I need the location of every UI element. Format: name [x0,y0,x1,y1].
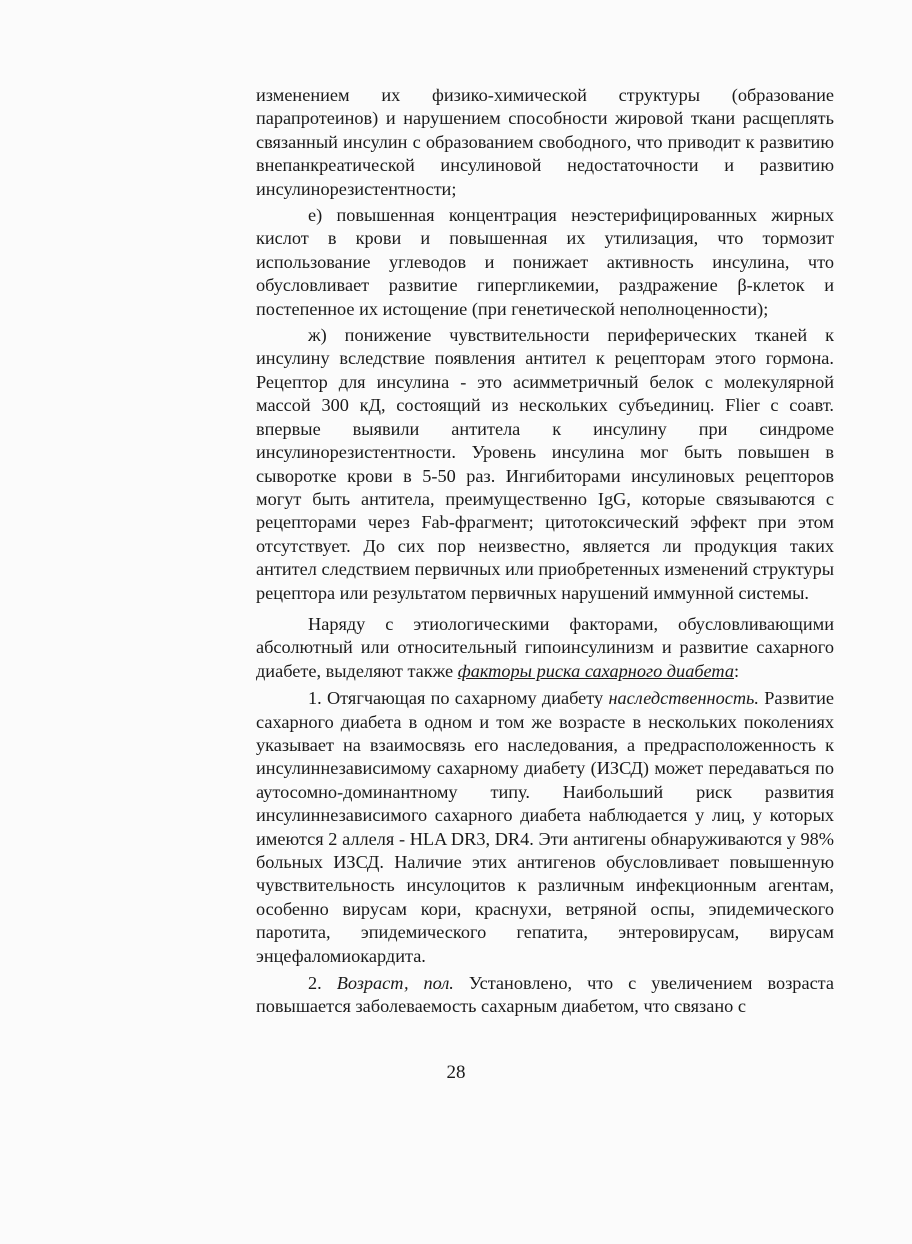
risk-factors-emphasis: факторы риска сахарного диабета [457,660,734,681]
intro-colon: : [733,660,740,681]
body-text [256,84,834,1019]
paragraph-heredity [256,687,834,968]
page-number: 28 [446,1062,466,1083]
heredity-lead: 1. Отягчающая по сахарному диабету [308,688,609,709]
paragraph-item-zh: ж) понижение чувствительности периферических тканей к инсулину вследствие появления антител к рецепторам этого гормона. Рецептор для инсулина - это асимметричный белок с молекулярной массой 300 кД, состоящий из нескольких субъединиц. Flier с соавт. впервые выявили антитела к инсулину при синдроме инсулинорезистентности. Уровень инсулина мог быть повышен в сыворотке крови в 5-50 раз. Ингибиторами инсулиновых рецепторов могут быть антитела, преимущественно IgG, которые связываются с рецепторами через Fab-фрагмент; цитотоксический эффект при этом отсутствует. До сих пор неизвестно, является ли продукция таких антител следствием первичных или приобретенных изменений структуры рецептора или результатом первичных нарушений иммунной системы. [256,325,834,603]
paragraph-age-sex [256,972,834,1019]
heredity-emphasis: наследственность. [608,688,759,709]
age-emphasis: Возраст, пол. [336,973,454,994]
age-text: Установлено, что с увеличением возраста повышается заболеваемость сахарным диабетом, что связано с [256,973,835,1017]
heredity-text: Развитие сахарного диабета в одном и том же возрасте в нескольких поколениях указывает на взаимосвязь его наследования, а предрасположенность к инсулиннезависимому сахарному диабету (ИЗСД) может передаваться по аутосомно-доминантному типу. Наибольший риск развития инсулиннезависимого сахарного диабета наблюдается у лиц, у которых имеются 2 аллеля - HLA DR3, DR4. Эти антигены обнаруживаются у 98% больных ИЗСД. Наличие этих антигенов обусловливает повышенную чувствительность инсулоцитов к различным инфекционным агентам, особенно вирусам кори, краснухи, ветряной оспы, эпидемического паротита, эпидемического гепатита, энтеровирусам, вирусам энцефаломиокардита. [256,688,835,966]
paragraph-item-e: е) повышенная концентрация неэстерифицированных жирных кислот в крови и повышенная их утилизация, что тормозит использование углеводов и понижает активность инсулина, что обусловливает развитие гипергликемии, раздражение β-клеток и постепенное их истощение (при генетической неполноценности); [256,205,834,319]
paragraph-risk-factors-intro [256,613,834,683]
age-lead: 2. [308,973,337,994]
paragraph-continuation: изменением их физико-химической структуры (образование парапротеинов) и нарушением способности жировой ткани расщеплять связанный инсулин с образованием свободного, что приводит к развитию внепанкреатической инсулиновой недостаточности и развитию инсулинорезистентности; [256,85,834,199]
intro-text: Наряду с этиологическими факторами, обусловливающими абсолютный или относительный гипоинсулинизм и развитие сахарного диабете, выделяют также [256,613,834,681]
